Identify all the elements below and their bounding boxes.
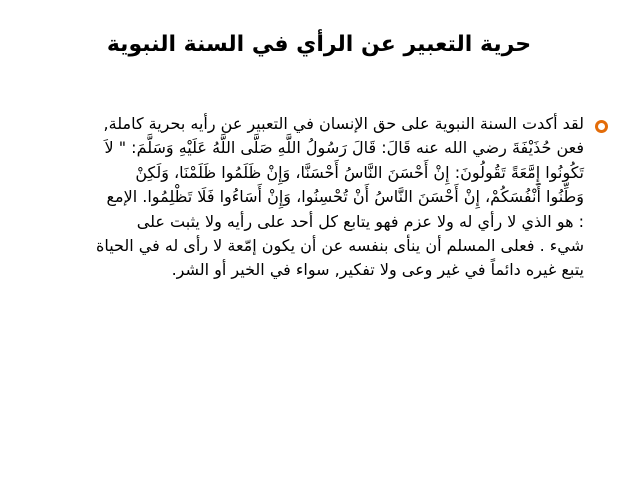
paragraph-line: وَطِّنُوا أَنْفُسَكُمْ، إِنْ أَحْسَنَ النَّاسُ أَنْ تُحْسِنُوا، وَإِنْ أَسَاءُوا فَلَا تَظْلِمُوا. الإمع	[106, 187, 584, 207]
paragraph	[24, 112, 584, 283]
paragraph-line: فعن حُذَيْفَةَ رضي الله عنه قَالَ: قَالَ رَسُولُ اللَّهِ صَلَّى اللَّهُ عَلَيْهِ وَسَلَّمَ: " لاَ	[104, 138, 584, 158]
slide-title: حرية التعبير عن الرأي في السنة النبوية	[106, 32, 532, 57]
paragraph-line: لقد أكدت السنة النبوية على حق الإنسان في التعبير عن رأيه بحرية كاملة,	[103, 114, 584, 133]
paragraph-line: شيء . فعلى المسلم أن ينأى بنفسه عن أن يكون إمّعة لا رأى له في الحياة	[95, 236, 584, 256]
bullet-circle-icon	[595, 120, 608, 133]
paragraph-line: يتبع غيره دائماً في غير وعى ولا تفكير, سواء في الخير أو الشر.	[171, 260, 584, 280]
paragraph-line: تَكُونُوا إِمَّعَةً تَقُولُونَ: إِنْ أَحْسَنَ النَّاسُ أَحْسَنَّا، وَإِنْ ظَلَمُوا ظَلَمْنَا، وَلَكِنْ	[135, 162, 584, 182]
paragraph-line: : هو الذي لا رأي له ولا عزم فهو يتابع كل أحد على رأيه ولا يثبت على	[136, 211, 584, 231]
